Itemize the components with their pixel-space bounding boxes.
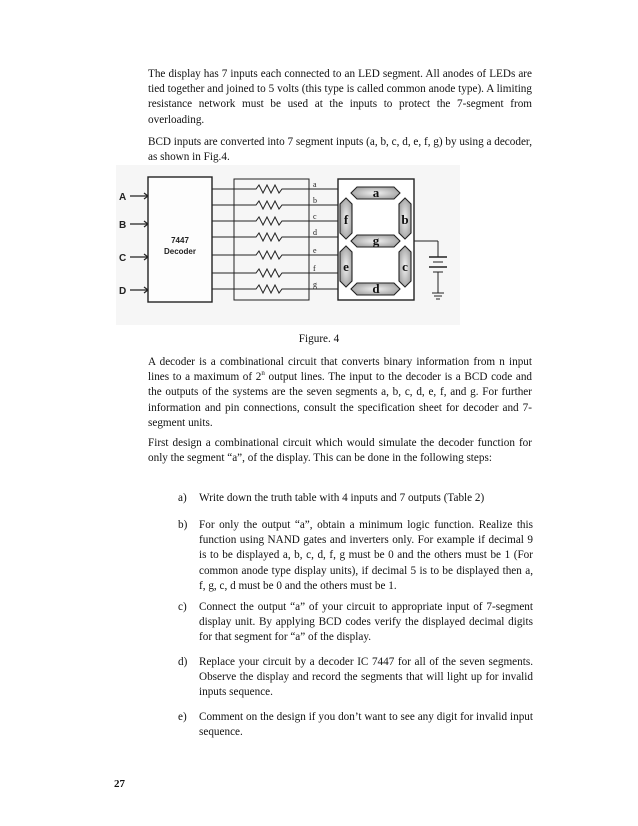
paragraph-bcd-inputs: BCD inputs are converted into 7 segment inputs (a, b, c, d, e, f, g) by using a decoder, as shown in Fig.4. (148, 136, 532, 164)
step-d-label: d) (178, 656, 188, 668)
paragraph-decoder-definition: A decoder is a combinational circuit that converts binary information from n input lines to a maximum of 2$^n$ output lines. The input to the decoder is a BCD code and the outputs of the systems are the seven segments a, b, c, d, e, f, and g. For further information and pin connections, consult the specification sheet for decoder and 7-segment units. (148, 356, 533, 429)
segment-letter-g: g (372, 233, 380, 248)
step-e-text: Comment on the design if you don’t want to see any digit for invalid input sequence. (199, 711, 533, 739)
step-d-text: Replace your circuit by a decoder IC 7447 for all of the seven segments. Observe the display and record the segments that will light up for invalid inputs sequence. (199, 656, 533, 699)
paragraph-display-inputs: The display has 7 inputs each connected to an LED segment. All anodes of LEDs are tied together and joined to 5 volts (this type is called common anode type). A limiting resistance network must be used at the inputs to protect the 7-segment from overloading. (148, 68, 532, 126)
segment-letter-f: f (343, 212, 349, 227)
output-label-d: d (313, 228, 317, 237)
segment-letter-b: b (401, 212, 409, 227)
input-label-c: C (119, 253, 127, 264)
step-e-label: e) (178, 711, 187, 723)
step-b-text: For only the output “a”, obtain a minimum logic function. Realize this function using NAND gates and inverters only. For example if decimal 9 is to be displayed a, b, c, d, f, g must be 0 and the others must be 1 (For common anode type display units), if decimal 5 is to be displayed then a, f, g, c, d must be 0 and the others must be 1. (199, 519, 533, 592)
decoder-chip-label: 7447 (171, 236, 189, 245)
input-label-b: B (119, 220, 127, 231)
step-a-label: a) (178, 492, 187, 504)
output-label-g: g (313, 280, 317, 289)
step-a-text: Write down the truth table with 4 inputs and 7 outputs (Table 2) (199, 492, 485, 504)
step-b-label: b) (178, 519, 188, 531)
output-label-c: c (313, 212, 317, 221)
step-c-text: Connect the output “a” of your circuit to appropriate input of 7-segment display unit. By applying BCD codes verify the displayed decimal digits for that segment for “a” of the display. (199, 601, 533, 644)
superscript-n: n (261, 369, 265, 378)
segment-letter-c: c (402, 259, 408, 274)
step-c-label: c) (178, 601, 187, 613)
input-label-a: A (119, 192, 127, 203)
decoder-name-label: Decoder (163, 247, 197, 256)
page-number: 27 (114, 778, 125, 790)
output-label-e: e (313, 246, 317, 255)
output-label-f: f (313, 264, 316, 273)
output-label-b: b (313, 196, 317, 205)
output-label-a: a (313, 180, 317, 189)
paragraph-design-intro: First design a combinational circuit which would simulate the decoder function for only the segment “a”, of the display. This can be done in the following steps: (148, 437, 532, 465)
segment-letter-a: a (372, 185, 380, 200)
figure-4-decoder-diagram (116, 165, 460, 325)
segment-letter-e: e (343, 259, 349, 274)
figure-caption: Figure. 4 (298, 333, 340, 345)
segment-letter-d: d (372, 281, 380, 296)
input-label-d: D (119, 286, 127, 297)
